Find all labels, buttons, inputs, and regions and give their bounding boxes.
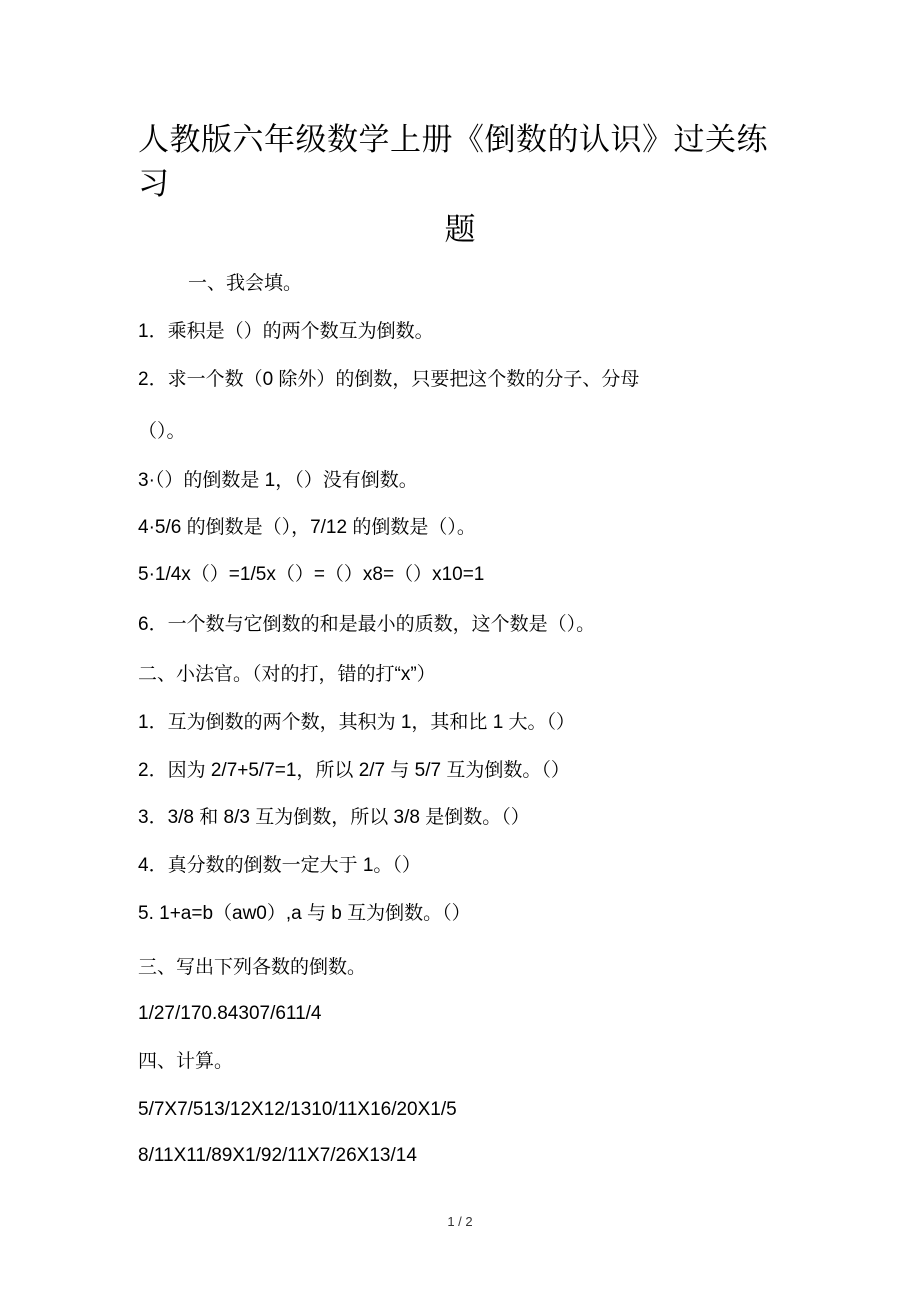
judgement-line: 4．真分数的倒数一定大于 1。（） xyxy=(138,855,421,876)
document-title-continuation: 题 xyxy=(444,212,476,248)
judgement-line: 2．因为 2/7+5/7=1，所以 2/7 与 5/7 互为倒数。（） xyxy=(138,760,570,781)
document-title: 人教版六年级数学上册《倒数的认识》过关练习 xyxy=(138,122,768,202)
reciprocal-numbers: 1/27/170.84307/611/4 xyxy=(138,1003,322,1024)
question-line: 5·1/4x（）=1/5x（）=（）x8=（）x10=1 xyxy=(138,564,485,585)
question-line: 2．求一个数（0 除外）的倒数，只要把这个数的分子、分母 xyxy=(138,369,640,390)
section4-heading: 四、计算。 xyxy=(138,1051,234,1072)
question-line: 3·（）的倒数是 1，（）没有倒数。 xyxy=(138,470,418,491)
calculation-line: 8/11X11/89X1/92/11X7/26X13/14 xyxy=(138,1145,417,1166)
section1-heading: 一、我会填。 xyxy=(188,273,303,294)
question-line: 6．一个数与它倒数的和是最小的质数，这个数是（）。 xyxy=(138,614,596,635)
section3-heading: 三、写出下列各数的倒数。 xyxy=(138,957,367,978)
question-line: 1．乘积是（）的两个数互为倒数。 xyxy=(138,321,434,342)
section2-heading: 二、小法官。（对的打，错的打“x”） xyxy=(138,664,436,685)
question-line: 4·5/6 的倒数是（），7/12 的倒数是（）。 xyxy=(138,517,476,538)
calculation-line: 5/7X7/513/12X12/1310/11X16/20X1/5 xyxy=(138,1099,457,1120)
question-line-continuation: （）。 xyxy=(138,421,186,442)
judgement-line: 3．3/8 和 8/3 互为倒数，所以 3/8 是倒数。（） xyxy=(138,807,530,828)
judgement-line: 1．互为倒数的两个数，其积为 1，其和比 1 大。（） xyxy=(138,712,576,733)
judgement-line: 5. 1+a=b（aw0）,a 与 b 互为倒数。（） xyxy=(138,903,471,924)
page-number: 1 / 2 xyxy=(447,1214,473,1229)
